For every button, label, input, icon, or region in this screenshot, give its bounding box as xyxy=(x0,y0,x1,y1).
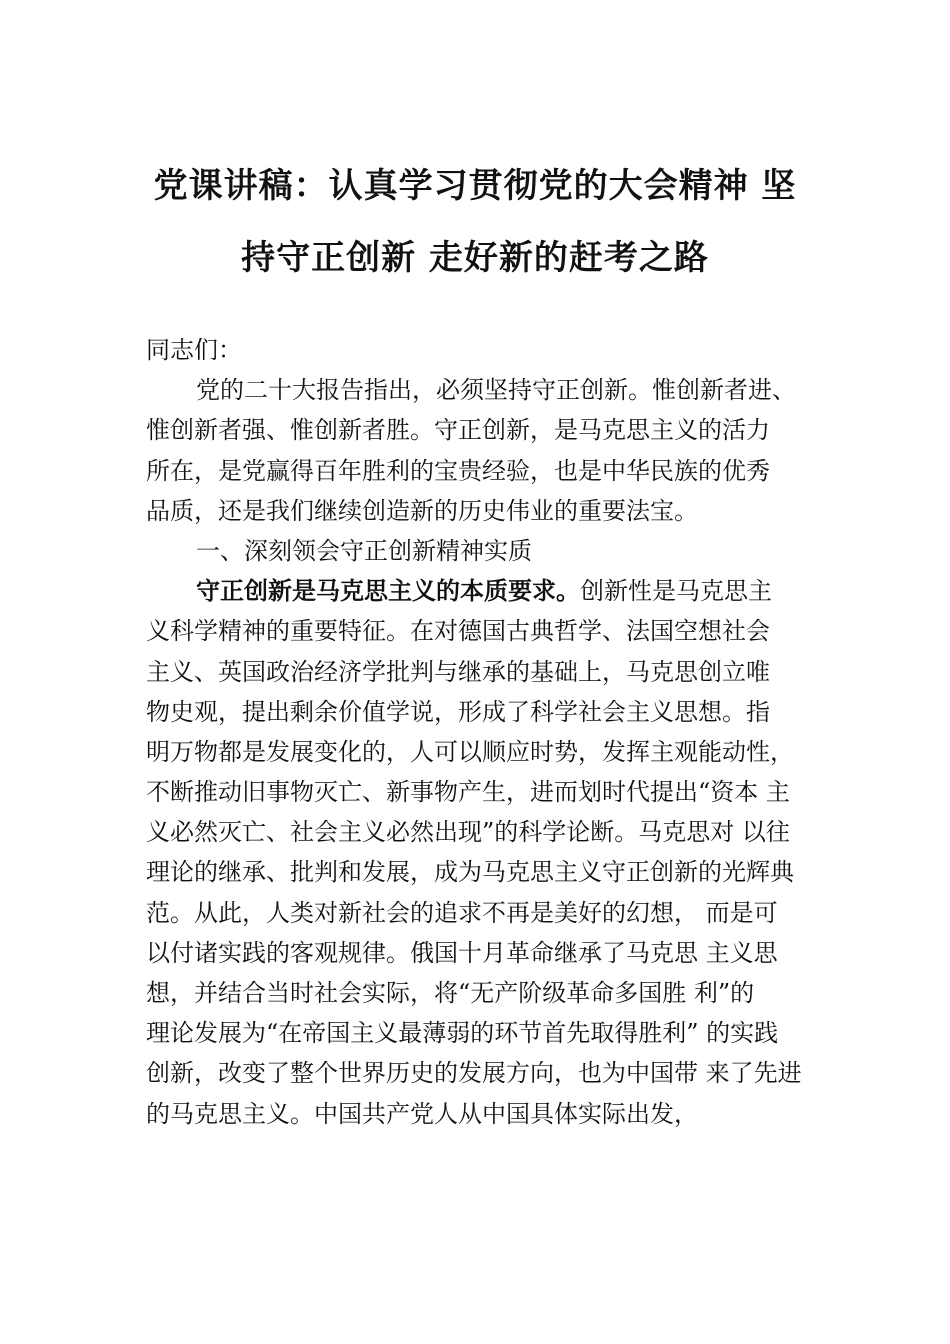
para2-line-7: 义必然灭亡、社会主义必然出现”的科学论断。马克思对 以往 xyxy=(146,818,790,847)
para1-line-1: 党的二十大报告指出，必须坚持守正创新。惟创新者进、 xyxy=(196,376,796,405)
title-line-1: 党课讲稿：认真学习贯彻党的大会精神 坚 xyxy=(153,166,797,206)
para2-line-12: 理论发展为“在帝国主义最薄弱的环节首先取得胜利” 的实践 xyxy=(146,1019,779,1048)
salutation: 同志们： xyxy=(146,336,242,364)
para2-first-rest: 创新性是马克思主 xyxy=(580,577,772,606)
para1-line-2: 惟创新者强、惟创新者胜。守正创新，是马克思主义的活力 xyxy=(146,416,770,445)
section-heading: 一、深刻领会守正创新精神实质 xyxy=(196,536,532,565)
para2-line-8: 理论的继承、批判和发展，成为马克思主义守正创新的光辉典 xyxy=(146,858,794,887)
para2-line-13: 创新，改变了整个世界历史的发展方向，也为中国带 来了先进 xyxy=(146,1059,802,1088)
para2-line-9: 范。从此，人类对新社会的追求不再是美好的幻想， 而是可 xyxy=(146,898,778,927)
para2-line-11: 想，并结合当时社会实际，将“无产阶级革命多国胜 利”的 xyxy=(146,979,755,1007)
para2-line-10: 以付诸实践的客观规律。俄国十月革命继承了马克思 主义思 xyxy=(146,938,778,967)
document-title xyxy=(120,150,830,294)
document-body xyxy=(146,330,836,1134)
para1-line-4: 品质，还是我们继续创造新的历史伟业的重要法宝。 xyxy=(146,496,698,525)
para2-line-6: 不断推动旧事物灭亡、新事物产生，进而划时代提出“资本 主 xyxy=(146,778,790,807)
para2-line-2: 义科学精神的重要特征。在对德国古典哲学、法国空想社会 xyxy=(146,617,770,646)
para2-line-4: 物史观，提出剩余价值学说，形成了科学社会主义思想。指 xyxy=(146,697,770,726)
para1-line-3: 所在，是党赢得百年胜利的宝贵经验，也是中华民族的优秀 xyxy=(146,456,770,485)
para2-line-3: 主义、英国政治经济学批判与继承的基础上，马克思创立唯 xyxy=(146,657,770,686)
para2-line-1 xyxy=(146,571,836,611)
title-line-2: 持守正创新 走好新的赶考之路 xyxy=(241,238,709,278)
para2-lead-bold: 守正创新是马克思主义的本质要求。 xyxy=(196,577,580,606)
para2-line-5: 明万物都是发展变化的，人可以顺应时势，发挥主观能动性， xyxy=(146,737,794,766)
para2-line-14: 的马克思主义。中国共产党人从中国具体实际出发， xyxy=(146,1099,698,1128)
